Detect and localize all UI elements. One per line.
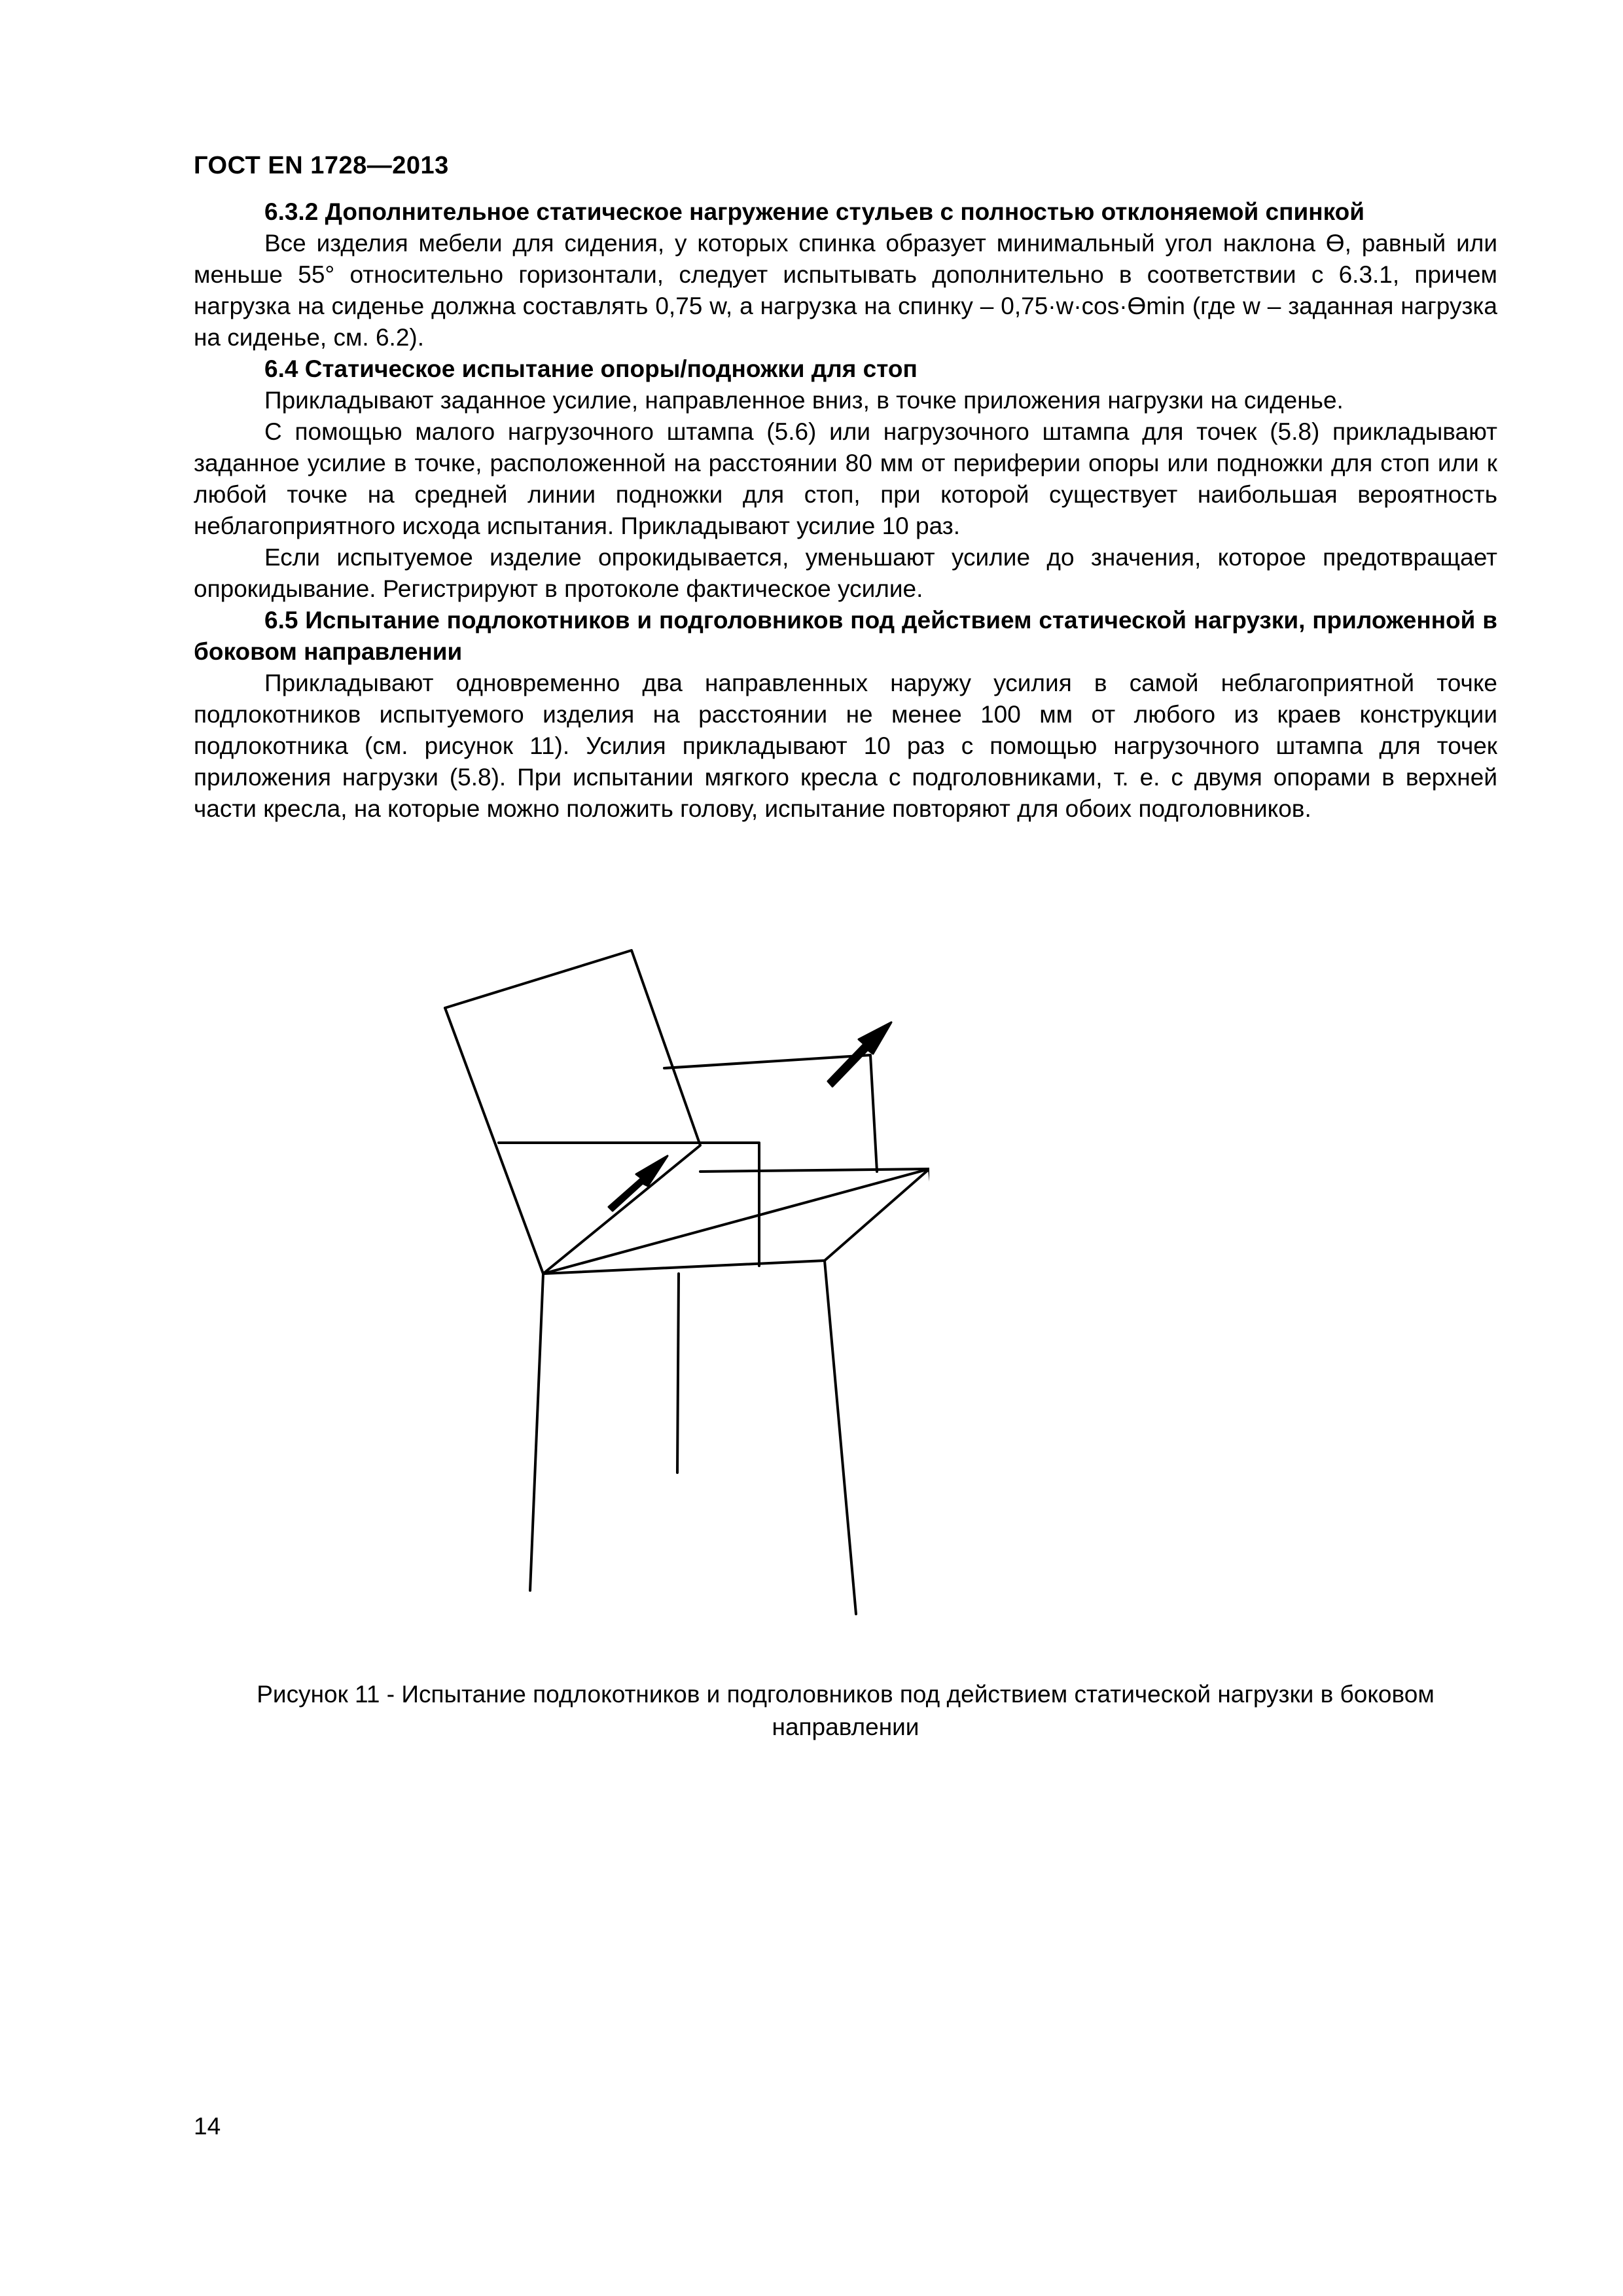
- section-heading-6-5: 6.5 Испытание подлокотников и подголовников под действием статической нагрузки, приложенной в боковом направлении: [194, 607, 1497, 665]
- paragraph-6-4-3: Если испытуемое изделие опрокидывается, уменьшают усилие до значения, которое предотвращает опрокидывание. Регистрируют в протоколе фактическое усилие.: [194, 544, 1497, 602]
- seat-back-edge: [700, 1169, 929, 1172]
- armrest-load-arrow-right: [828, 1022, 891, 1086]
- paragraph-6-3-2: Все изделия мебели для сидения, у которых спинка образует минимальный угол наклона Ө, равный или меньше 55° относительно горизонтали, следует испытывать дополнительно в соответствии с 6.3.1, причем нагрузка на сиденье должна составлять 0,75 w, а нагрузка на спинку – 0,75·w·cos·Өmin (где w – заданная нагрузка на сиденье, см. 6.2).: [194, 230, 1497, 351]
- chair-leg-back-left: [677, 1274, 679, 1473]
- chair-drawing: [419, 936, 929, 1630]
- chair-seat: [543, 1169, 929, 1274]
- paragraph-6-4-2: С помощью малого нагрузочного штампа (5.6) или нагрузочного штампа для точек (5.8) прикладывают заданное усилие в точке, расположенной на расстоянии 80 мм от периферии опоры или подножки для стоп или к любой точке на средней линии подножки для стоп, при которой существует наибольшая вероятность неблагоприятного исхода испытания. Прикладывают усилие 10 раз.: [194, 418, 1497, 539]
- chair-backrest-left-edge: [445, 1008, 543, 1274]
- section-heading-6-3-2: 6.3.2 Дополнительное статическое нагружение стульев с полностью отклоняемой спинкой: [264, 198, 1364, 225]
- chair-leg-front-left: [530, 1274, 543, 1590]
- section-heading-6-4: 6.4 Статическое испытание опоры/подножки для стоп: [264, 355, 918, 382]
- page-number: 14: [194, 2113, 221, 2140]
- document-body: [194, 196, 1497, 825]
- armrest-load-arrow-left: [609, 1156, 668, 1211]
- document-code-header: ГОСТ EN 1728—2013: [194, 152, 449, 179]
- chair-leg-front-right: [825, 1261, 856, 1614]
- figure-caption: Рисунок 11 - Испытание подлокотников и подголовников под действием статической нагрузки в боковом направлении: [257, 1681, 1435, 1740]
- chair-armrest-test-figure: [419, 936, 929, 1630]
- paragraph-6-4-1: Прикладывают заданное усилие, направленное вниз, в точке приложения нагрузки на сиденье.: [264, 387, 1344, 414]
- paragraph-6-5: Прикладывают одновременно два направленных наружу усилия в самой неблагоприятной точке подлокотников испытуемого изделия на расстоянии не менее 100 мм от любого из краев конструкции подлокотника (см. рисунок 11). Усилия прикладывают 10 раз с помощью нагрузочного штампа для точек приложения нагрузки (5.8). При испытании мягкого кресла с подголовниками, т. е. с двумя опорами в верхней части кресла, на которые можно положить голову, испытание повторяют для обоих подголовников.: [194, 670, 1497, 822]
